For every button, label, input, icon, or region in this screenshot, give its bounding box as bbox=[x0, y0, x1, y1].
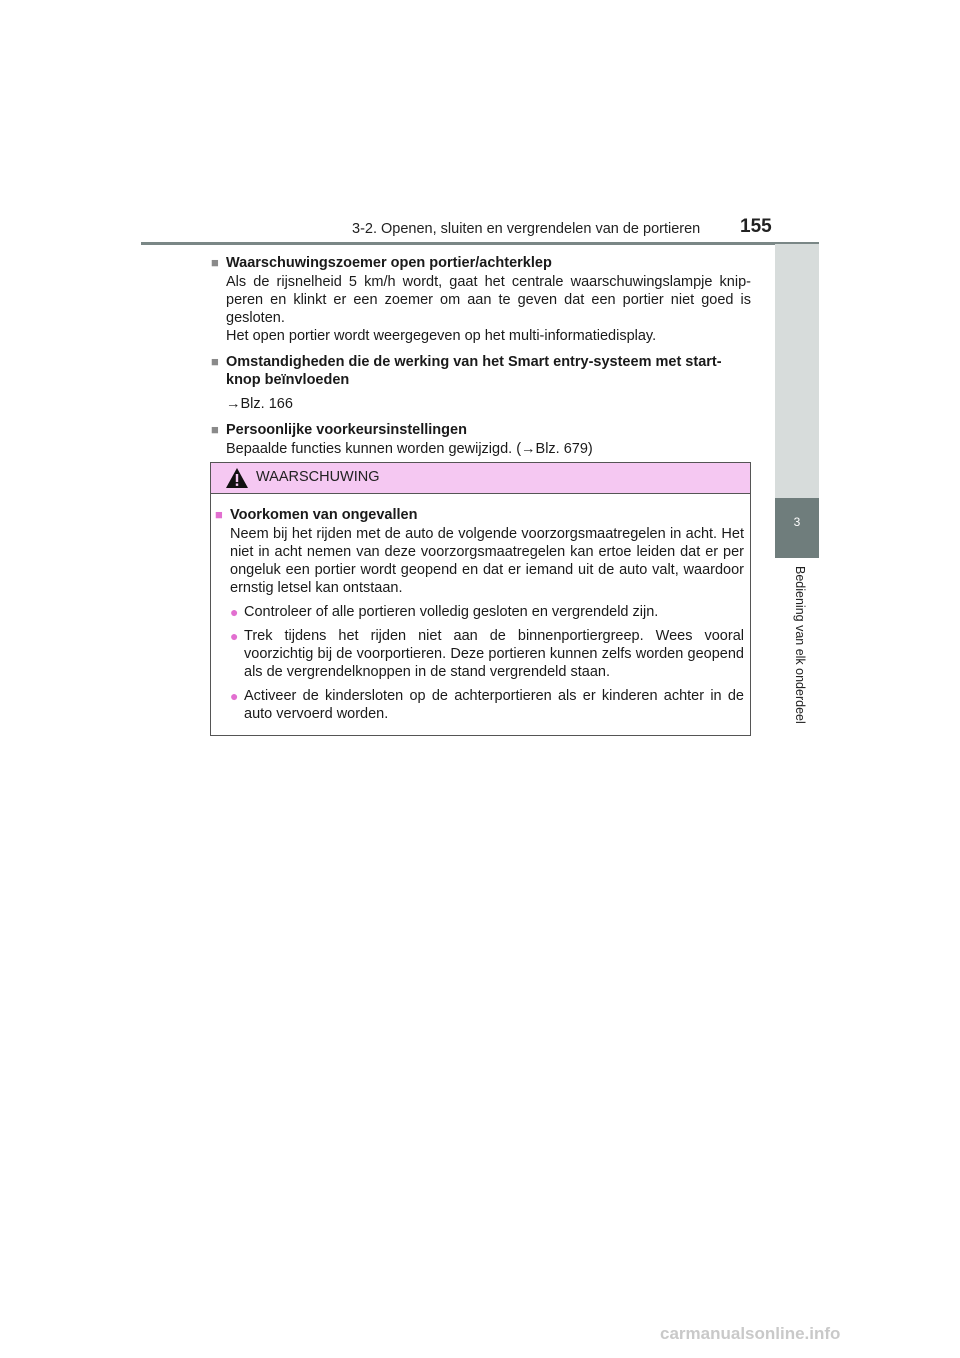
section-heading bbox=[211, 421, 751, 439]
section-body bbox=[211, 440, 751, 458]
list-item-text: Controleer of alle portieren volledig gesloten en vergrendeld zijn. bbox=[244, 604, 659, 620]
section-smart-entry-conditions bbox=[211, 353, 751, 413]
warning-bullet-list bbox=[215, 603, 744, 723]
warning-header bbox=[211, 463, 750, 494]
list-item-text: Activeer de kindersloten op de achterportieren als er kinderen achter in de auto vervoerd worden. bbox=[244, 688, 744, 722]
chapter-label: Bediening van elk onderdeel bbox=[793, 566, 807, 724]
section-body bbox=[211, 273, 751, 345]
warning-body bbox=[211, 494, 750, 723]
side-tab-background bbox=[775, 244, 819, 498]
circle-bullet-icon: ● bbox=[230, 604, 239, 620]
main-content bbox=[211, 254, 751, 466]
section-paragraph: Als de rijsnelheid 5 km/h wordt, gaat het centrale waarschuwingslampje knip-peren en klinkt er een zoemer om aan te geven dat een portier niet goed is gesloten. bbox=[226, 274, 751, 326]
list-item bbox=[230, 687, 744, 723]
header-rule bbox=[141, 242, 819, 245]
section-heading bbox=[211, 254, 751, 272]
page-number: 155 bbox=[740, 216, 772, 237]
page-reference-link[interactable]: →Blz. 166 bbox=[226, 396, 293, 412]
list-item bbox=[230, 627, 744, 681]
section-heading-text: Waarschuwingszoemer open portier/achterklep bbox=[226, 255, 552, 271]
section-paragraph: Het open portier wordt weergegeven op het multi-informatiedisplay. bbox=[226, 328, 657, 344]
section-heading bbox=[211, 353, 751, 389]
section-door-warning-buzzer bbox=[211, 254, 751, 345]
warning-intro-text: Neem bij het rijden met de auto de volgende voorzorgsmaatregelen in acht. Het niet in acht nemen van deze voorzorgsmaatregelen kan ertoe leiden dat er per ongeluk een portier wordt geopend en dat er iemand uit de auto valt, waardoor ernstig letsel kan ontstaan. bbox=[230, 526, 744, 596]
section-personal-settings bbox=[211, 421, 751, 458]
section-heading-text: Persoonlijke voorkeursinstellingen bbox=[226, 422, 467, 438]
list-item bbox=[230, 603, 744, 621]
warning-heading-text: Voorkomen van ongevallen bbox=[230, 507, 418, 523]
square-bullet-icon: ■ bbox=[211, 422, 219, 437]
warning-title: WAARSCHUWING bbox=[256, 469, 380, 485]
square-bullet-icon: ■ bbox=[211, 255, 219, 270]
section-paragraph: Bepaalde functies kunnen worden gewijzigd. (→Blz. 679) bbox=[226, 441, 593, 457]
section-heading-text: Omstandigheden die de werking van het Smart entry-systeem met start-knop beïnvloeden bbox=[226, 354, 722, 388]
warning-box bbox=[210, 462, 751, 736]
header-section-title: 3-2. Openen, sluiten en vergrendelen van de portieren bbox=[352, 221, 701, 237]
circle-bullet-icon: ● bbox=[230, 628, 239, 644]
circle-bullet-icon: ● bbox=[230, 688, 239, 704]
warning-intro bbox=[215, 525, 744, 597]
chapter-number-tab: 3 bbox=[775, 498, 819, 558]
warning-heading bbox=[215, 506, 744, 524]
warning-triangle-icon bbox=[225, 467, 249, 494]
square-bullet-icon: ■ bbox=[215, 507, 223, 522]
watermark: carmanualsonline.info bbox=[660, 1324, 841, 1343]
square-bullet-icon: ■ bbox=[211, 354, 219, 369]
list-item-text: Trek tijdens het rijden niet aan de binnenportiergreep. Wees vooral voorzichtig bij de voorportieren. Deze portieren kunnen zelfs worden geopend als de vergrendelknoppen in de stand vergrendeld staan. bbox=[244, 628, 744, 680]
